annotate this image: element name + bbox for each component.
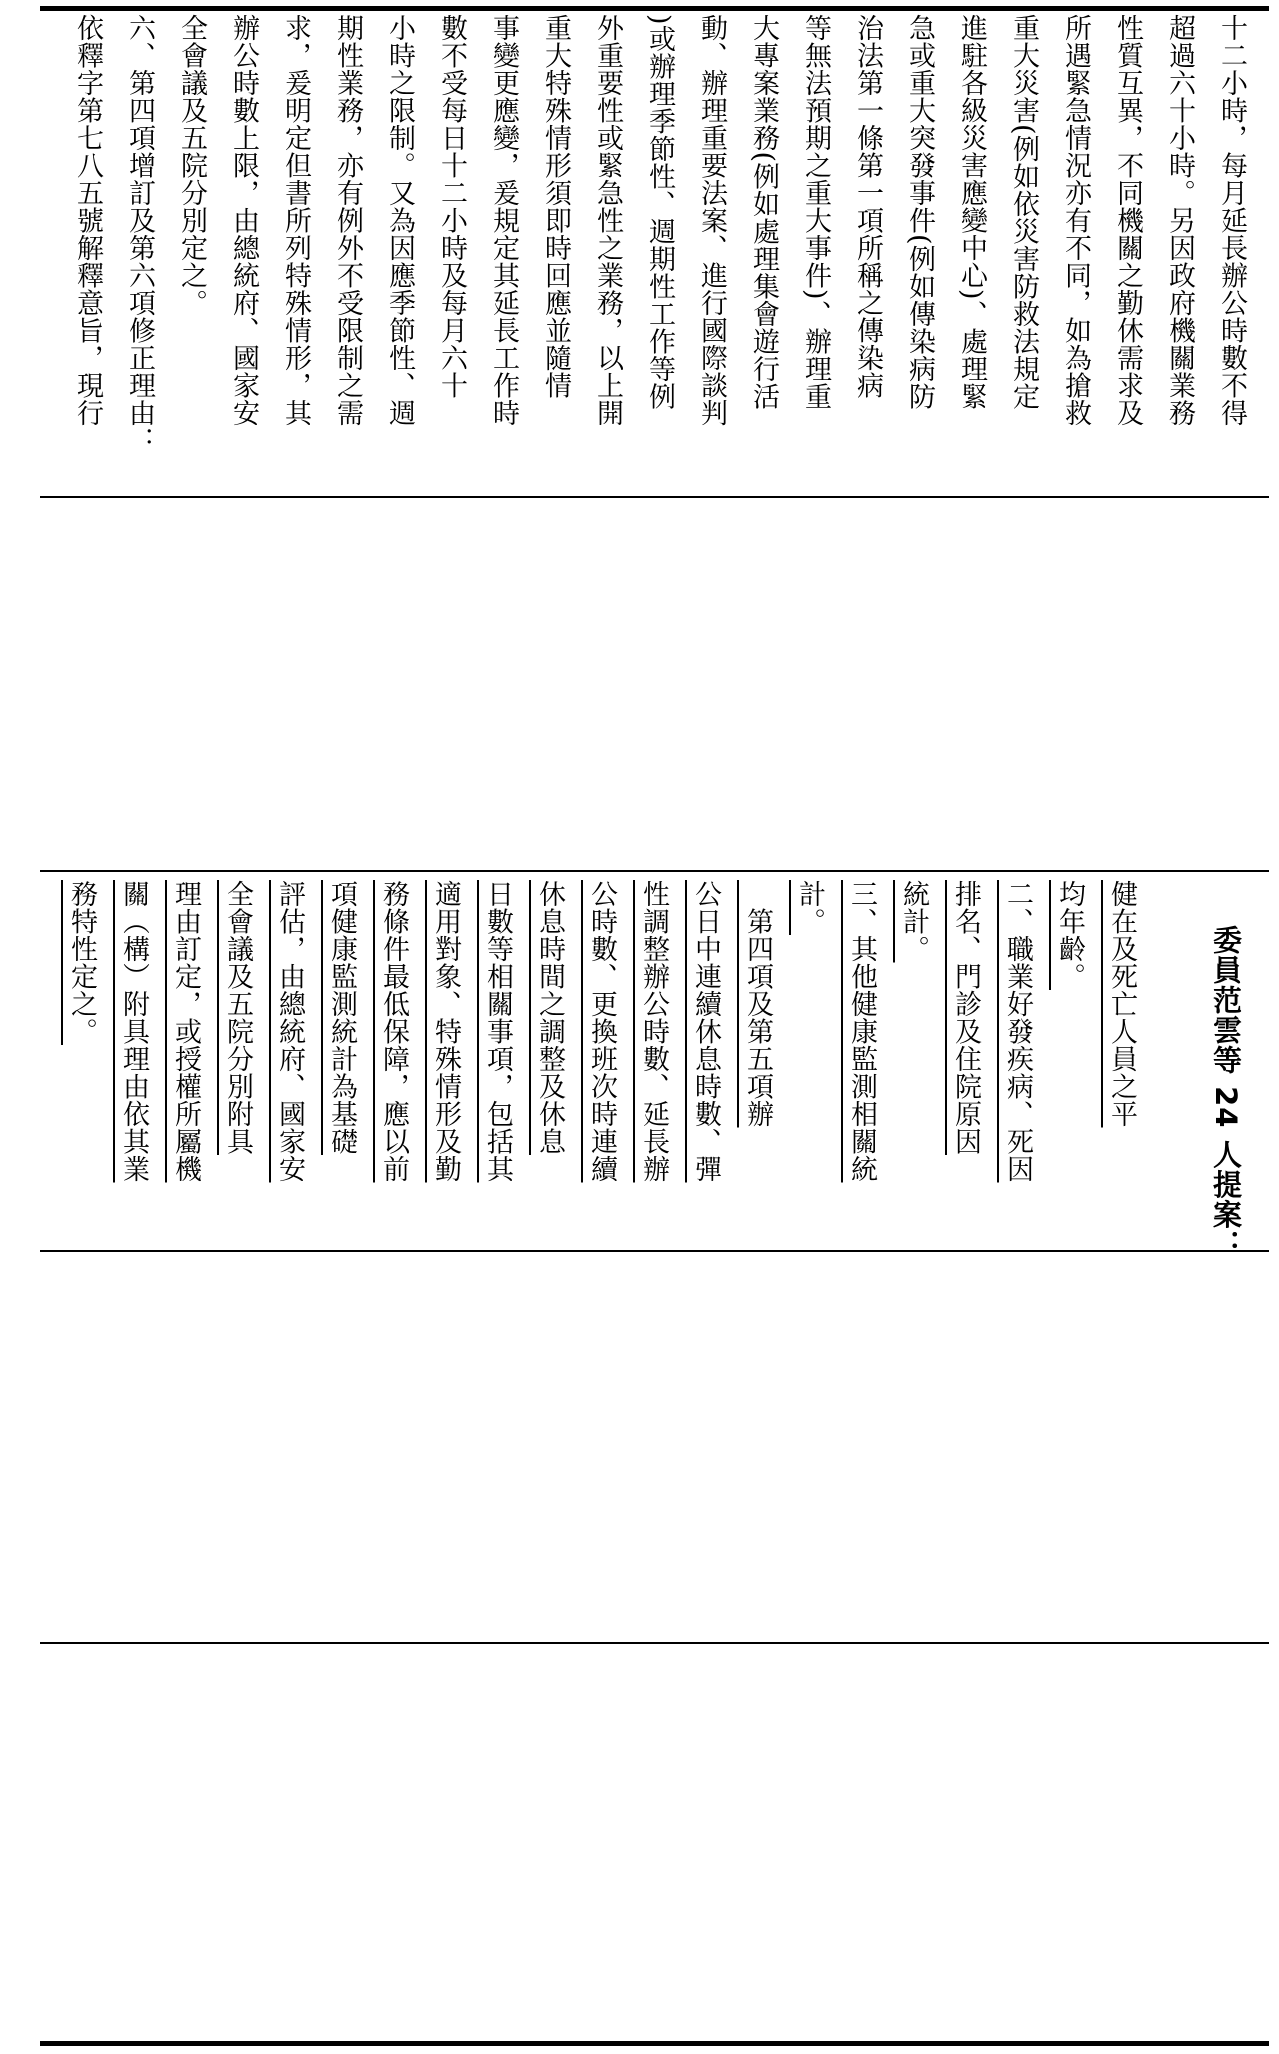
top-border-rule <box>40 6 1269 11</box>
text-line: 三、其他健康監測相關統 <box>846 880 877 1183</box>
text-line: 辦公時數上限，由總統府、國家安 <box>228 14 259 427</box>
text-line: 大專案業務(例如處理集會遊行活 <box>748 14 779 411</box>
text-line: 依釋字第七八五號解釋意旨，現行 <box>72 14 103 427</box>
text-line: 性質互異，不同機關之勤休需求及 <box>1112 14 1143 427</box>
text-line: )或辦理季節性、週期性工作等例 <box>644 14 675 411</box>
column-divider-1 <box>40 496 1269 498</box>
text-line: 求，爰明定但書所列特殊情形，其 <box>280 14 311 427</box>
text-line: 關（構）附具理由依其業 <box>118 880 149 1183</box>
text-line: 計。 <box>794 880 825 935</box>
text-line: 事變更應變，爰規定其延長工作時 <box>488 14 519 427</box>
text-line: 十二小時，每月延長辦公時數不得 <box>1216 14 1247 427</box>
text-line: 第四項及第五項辦 <box>742 880 773 1128</box>
explanation-text-block <box>61 14 1257 492</box>
column-divider-2 <box>40 870 1269 872</box>
text-line: 項健康監測統計為基礎 <box>326 880 357 1155</box>
text-line: 重大災害(例如依災害防救法規定 <box>1008 14 1039 411</box>
text-line: 所遇緊急情況亦有不同，如為搶救 <box>1060 14 1091 427</box>
text-line: 外重要性或緊急性之業務，以上開 <box>592 14 623 427</box>
text-line: 重大特殊情形須即時回應並隨情 <box>540 14 571 399</box>
text-line: 數不受每日十二小時及每月六十 <box>436 14 467 399</box>
text-line: 排名、門診及住院原因 <box>950 880 981 1155</box>
text-line: 等無法預期之重大事件)、辦理重 <box>800 14 831 411</box>
text-line: 理由訂定，或授權所屬機 <box>170 880 201 1183</box>
text-line: 超過六十小時。另因政府機關業務 <box>1164 14 1195 427</box>
text-line: 全會議及五院分別定之。 <box>176 14 207 317</box>
text-line: 期性業務，亦有例外不受限制之需 <box>332 14 363 427</box>
text-line: 休息時間之調整及休息 <box>534 880 565 1155</box>
text-line: 務特性定之。 <box>66 880 97 1045</box>
text-line: 二、職業好發疾病、死因 <box>1002 880 1033 1183</box>
text-line: 治法第一條第一項所稱之傳染病 <box>852 14 883 399</box>
amendment-text-block <box>55 880 1147 1240</box>
bottom-border-rule <box>40 2041 1269 2046</box>
text-line: 全會議及五院分別附具 <box>222 880 253 1155</box>
column-divider-3 <box>40 1250 1269 1252</box>
text-line: 公日中連續休息時數、彈 <box>690 880 721 1183</box>
text-line: 均年齡。 <box>1054 880 1085 990</box>
text-line: 日數等相關事項，包括其 <box>482 880 513 1183</box>
text-line: 性調整辦公時數、延長辦 <box>638 880 669 1183</box>
text-line: 健在及死亡人員之平 <box>1106 880 1137 1128</box>
proposal-heading: 委員范雲等 24 人提案： <box>1209 925 1243 1260</box>
text-line: 適用對象、特殊情形及勤 <box>430 880 461 1183</box>
text-line: 務條件最低保障，應以前 <box>378 880 409 1183</box>
text-line: 進駐各級災害應變中心)、處理緊 <box>956 14 987 411</box>
text-line: 動、辦理重要法案、進行國際談判 <box>696 14 727 427</box>
text-line: 統計。 <box>898 880 929 963</box>
text-line: 急或重大突發事件(例如傳染病防 <box>904 14 935 411</box>
text-line: 小時之限制。又為因應季節性、週 <box>384 14 415 427</box>
column-divider-4 <box>40 1642 1269 1644</box>
text-line: 公時數、更換班次時連續 <box>586 880 617 1183</box>
text-line: 評估，由總統府、國家安 <box>274 880 305 1183</box>
text-line: 六、第四項增訂及第六項修正理由： <box>124 14 155 454</box>
